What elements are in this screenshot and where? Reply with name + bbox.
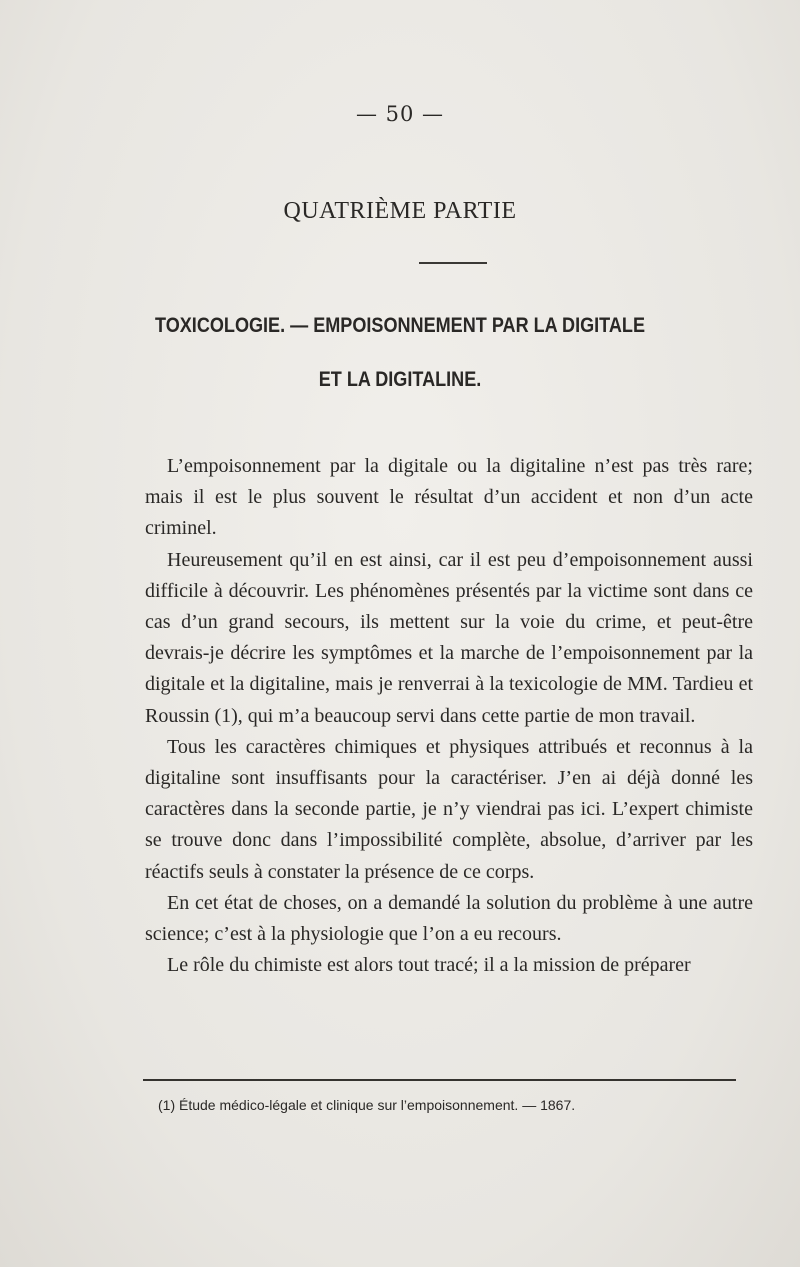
part-title: QUATRIÈME PARTIE (283, 198, 517, 224)
paragraph: En cet état de choses, on a demandé la solution du problème à une autre science; c’est à la physiologie que l’on a eu recours. (145, 891, 753, 946)
footnote: (1) Étude médico-légale et clinique sur l’empoisonnement. — 1867. (158, 1097, 576, 1113)
section-title-line-2: ET LA DIGITALINE. (318, 368, 482, 391)
paragraph: Heureusement qu’il en est ainsi, car il est peu d’empoisonnement aussi difficile à découvrir. Les phénomènes présentés par la victime sont dans ce cas d’un grand secours, ils mettent sur la voie du crime, et peut-être devrais-je décrire les symptômes et la marche de l’empoisonnement par la digitale et la digitaline, mais je renverrai à la texicologie de MM. Tardieu et Roussin (1), qui m’a beaucoup servi dans cette partie de mon travail. (145, 548, 753, 727)
section-title-line-1: TOXICOLOGIE. — EMPOISONNEMENT PAR LA DIGITALE (155, 314, 645, 337)
footnote-rule (143, 1079, 736, 1081)
paragraph: Tous les caractères chimiques et physiques attribués et reconnus à la digitaline sont insuffisants pour la caractériser. J’en ai déjà donné les caractères dans la seconde partie, je n’y viendrai pas ici. L’expert chimiste se trouve donc dans l’impossibilité complète, absolue, d’arriver par les réactifs seuls à constater la présence de ce corps. (145, 735, 753, 883)
title-rule (419, 262, 487, 264)
body-text (145, 451, 753, 981)
paragraph: L’empoisonnement par la digitale ou la digitaline n’est pas très rare; mais il est le plus souvent le résultat d’un accident et non d’un acte criminel. (145, 455, 753, 540)
paragraph: Le rôle du chimiste est alors tout tracé; il a la mission de préparer (167, 954, 691, 977)
page-number: — 50 — (355, 102, 445, 126)
